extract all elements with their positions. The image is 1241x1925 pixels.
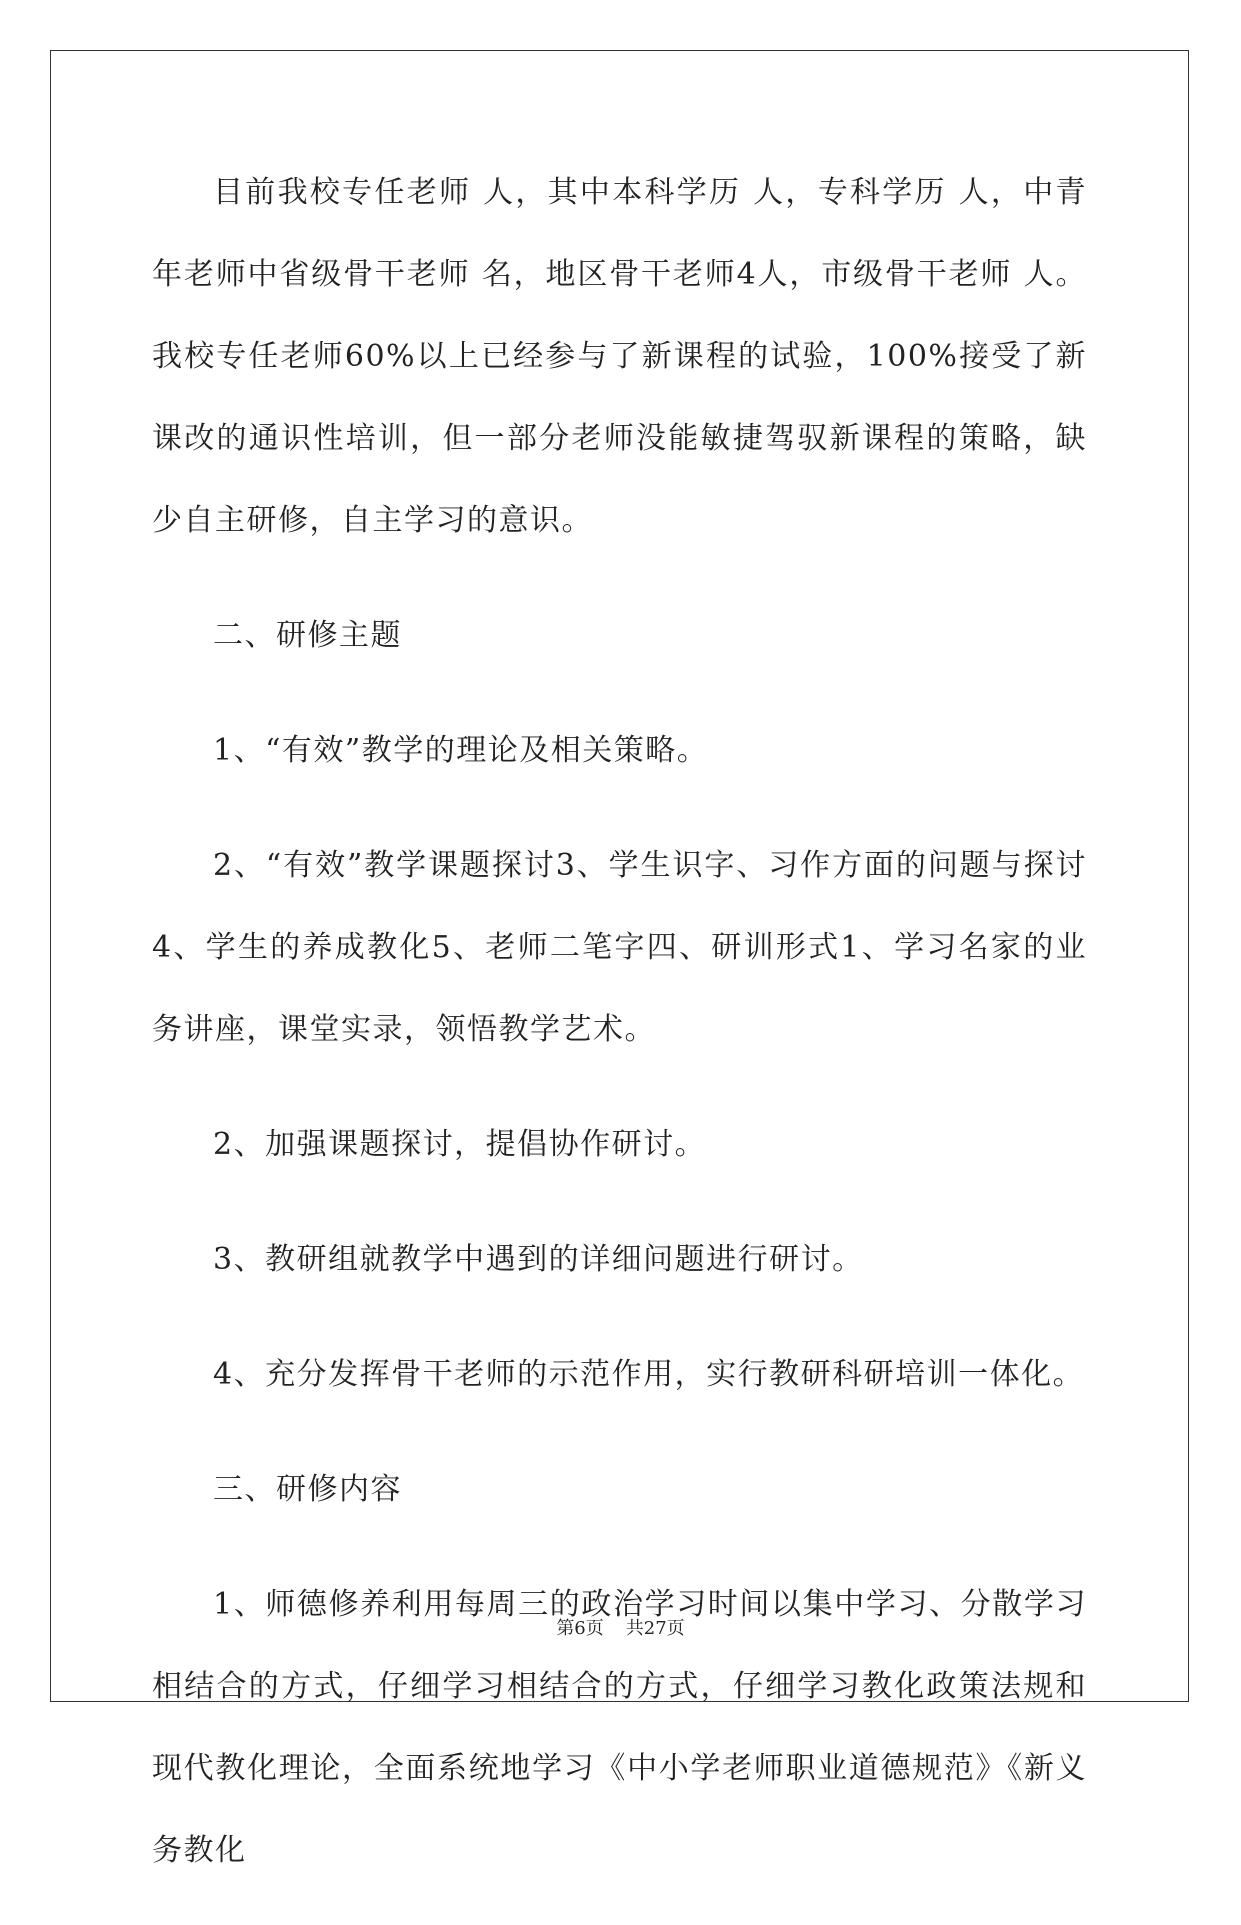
paragraph-form-2: 2、加强课题探讨，提倡协作研讨。 xyxy=(213,1127,707,1162)
page-total: 共27页 xyxy=(625,1618,685,1639)
document-body xyxy=(152,152,1087,1925)
heading-research-content: 三、研修内容 xyxy=(213,1472,402,1507)
paragraph-form-4: 4、充分发挥骨干老师的示范作用，实行教研科研培训一体化。 xyxy=(213,1357,1085,1392)
paragraph-staff-overview: 目前我校专任老师 人，其中本科学历 人，专科学历 人，中青年老师中省级骨干老师 名，地区骨干老师4人，市级骨干老师 人。我校专任老师60%以上已经参与了新课程的试验，100%接受了新课改的通识性培训，但一部分老师没能敏捷驾驭新课程的策略，缺少自主研修，自主学习的意识。 xyxy=(152,175,1087,538)
heading-research-theme: 二、研修主题 xyxy=(213,618,402,653)
page-number: 第6页 xyxy=(556,1618,604,1639)
paragraph-form-3: 3、教研组就教学中遇到的详细问题进行研讨。 xyxy=(213,1242,864,1277)
paragraph-theme-1: 1、“有效”教学的理论及相关策略。 xyxy=(213,733,709,768)
page-footer xyxy=(0,1614,1241,1640)
paragraph-content-1: 1、师德修养利用每周三的政治学习时间以集中学习、分散学习相结合的方式，仔细学习相结合的方式，仔细学习教化政策法规和现代教化理论，全面系统地学习《中小学老师职业道德规范》《新义务教化 xyxy=(152,1587,1087,1868)
paragraph-theme-2: 2、“有效”教学课题探讨3、学生识字、习作方面的问题与探讨4、学生的养成教化5、老师二笔字四、研训形式1、学习名家的业务讲座，课堂实录，领悟教学艺术。 xyxy=(152,848,1087,1047)
